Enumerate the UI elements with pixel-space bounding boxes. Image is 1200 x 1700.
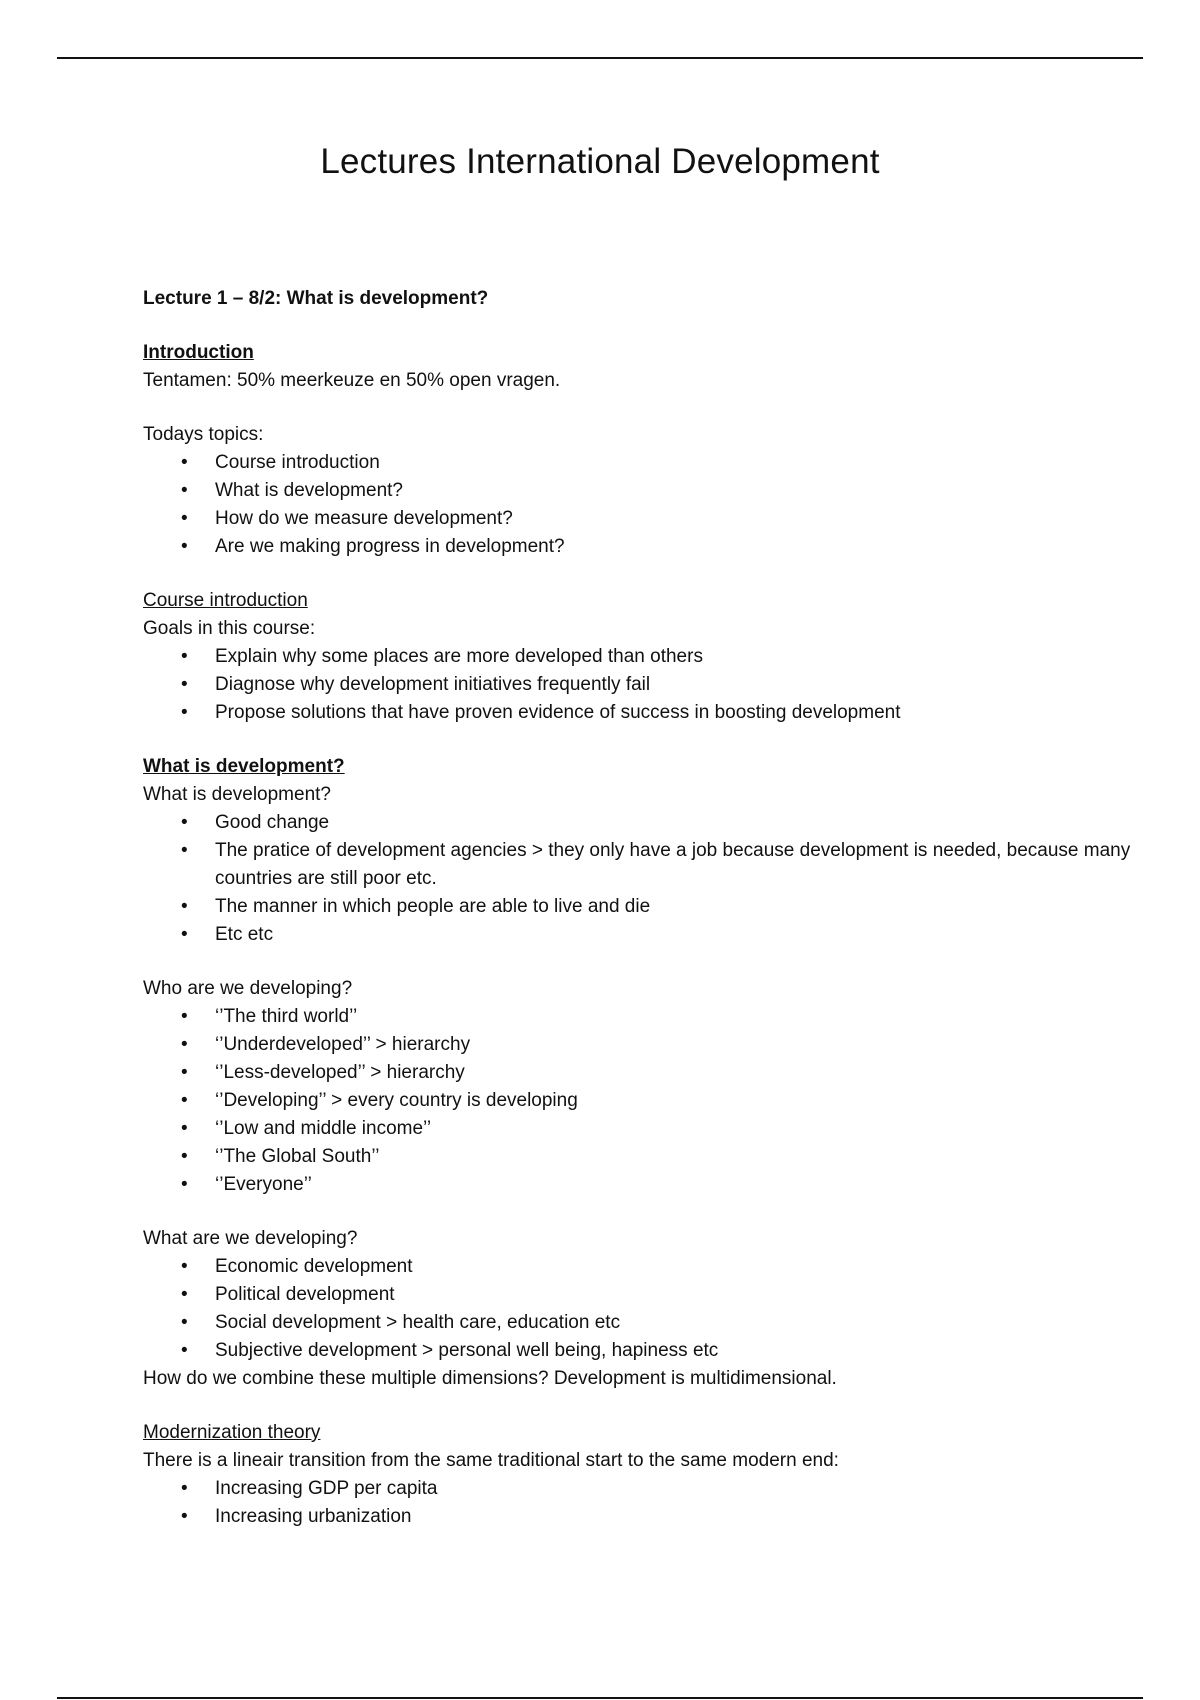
list-item: • Subjective development > personal well being, hapiness etc (143, 1337, 1143, 1365)
exam-note: Tentamen: 50% meerkeuze en 50% open vragen. (143, 370, 561, 391)
bullet-icon: • (181, 1478, 188, 1499)
list-item: • ‘’The third world’’ (143, 1003, 1143, 1031)
bullet-icon: • (181, 452, 188, 473)
document-body (143, 285, 1143, 1531)
list-item: • ‘’Less-developed’’ > hierarchy (143, 1059, 1143, 1087)
list-item: • Increasing urbanization (143, 1503, 1143, 1531)
bullet-icon: • (181, 1146, 188, 1167)
document-title: Lectures International Development (320, 142, 880, 181)
what-list (143, 1253, 1143, 1365)
list-item: • How do we measure development? (143, 505, 1143, 533)
bullet-icon: • (181, 896, 188, 917)
bullet-icon: • (181, 508, 188, 529)
list-item: • Propose solutions that have proven evidence of success in boosting development (143, 699, 1143, 727)
development-question: What is development? (143, 784, 331, 805)
list-item: • Increasing GDP per capita (143, 1475, 1143, 1503)
list-item: • ‘’Developing’’ > every country is developing (143, 1087, 1143, 1115)
bullet-icon: • (181, 1062, 188, 1083)
bullet-icon: • (181, 536, 188, 557)
introduction-heading: Introduction (143, 342, 254, 363)
list-item: • Etc etc (143, 921, 1143, 949)
list-item: • Political development (143, 1281, 1143, 1309)
bullet-icon: • (181, 1340, 188, 1361)
list-item: • ‘’The Global South’’ (143, 1143, 1143, 1171)
list-item: • The pratice of development agencies > they only have a job because development is needed, because many countries are still poor etc. (143, 837, 1143, 893)
bullet-icon: • (181, 1506, 188, 1527)
list-item: • Course introduction (143, 449, 1143, 477)
bullet-icon: • (181, 1118, 188, 1139)
who-list (143, 1003, 1143, 1199)
course-introduction-heading: Course introduction (143, 590, 308, 611)
bullet-icon: • (181, 646, 188, 667)
topics-list (143, 449, 1143, 561)
bullet-icon: • (181, 840, 188, 861)
list-item: • ‘’Underdeveloped’’ > hierarchy (143, 1031, 1143, 1059)
list-item: • ‘’Low and middle income’’ (143, 1115, 1143, 1143)
list-item: • What is development? (143, 477, 1143, 505)
list-item: • Social development > health care, education etc (143, 1309, 1143, 1337)
bullet-icon: • (181, 1006, 188, 1027)
goals-label: Goals in this course: (143, 618, 316, 639)
bullet-icon: • (181, 1312, 188, 1333)
bullet-icon: • (181, 1174, 188, 1195)
modernization-points-list (143, 1475, 1143, 1531)
bullet-icon: • (181, 702, 188, 723)
goals-list (143, 643, 1143, 727)
topics-label: Todays topics: (143, 424, 264, 445)
lecture-heading: Lecture 1 – 8/2: What is development? (143, 288, 489, 309)
development-answers-list (143, 809, 1143, 949)
bullet-icon: • (181, 1256, 188, 1277)
bullet-icon: • (181, 1034, 188, 1055)
combine-note: How do we combine these multiple dimensions? Development is multidimensional. (143, 1368, 837, 1389)
list-item: • Are we making progress in development? (143, 533, 1143, 561)
top-rule (57, 57, 1143, 59)
list-item: • Explain why some places are more developed than others (143, 643, 1143, 671)
bullet-icon: • (181, 674, 188, 695)
what-is-development-heading: What is development? (143, 756, 345, 777)
list-item: • The manner in which people are able to live and die (143, 893, 1143, 921)
bullet-icon: • (181, 924, 188, 945)
bottom-rule (57, 1697, 1143, 1699)
list-item: • ‘’Everyone’’ (143, 1171, 1143, 1199)
list-item: • Economic development (143, 1253, 1143, 1281)
modernization-intro: There is a lineair transition from the same traditional start to the same modern end: (143, 1450, 839, 1471)
modernization-theory-heading: Modernization theory (143, 1422, 321, 1443)
list-item: • Diagnose why development initiatives frequently fail (143, 671, 1143, 699)
bullet-icon: • (181, 812, 188, 833)
bullet-icon: • (181, 1090, 188, 1111)
list-item: • Good change (143, 809, 1143, 837)
bullet-icon: • (181, 1284, 188, 1305)
what-label: What are we developing? (143, 1228, 358, 1249)
bullet-icon: • (181, 480, 188, 501)
who-label: Who are we developing? (143, 978, 353, 999)
